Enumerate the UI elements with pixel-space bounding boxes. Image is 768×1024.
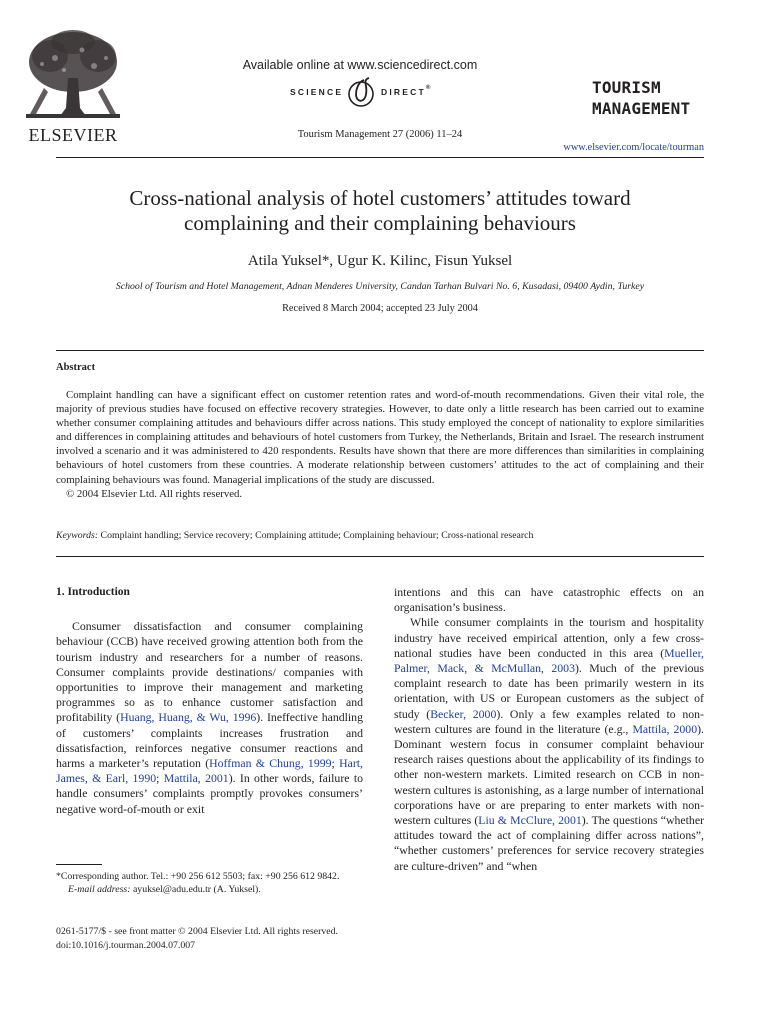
intro-paragraph-2: [394, 615, 704, 873]
sciencedirect-logo: [248, 76, 508, 112]
author-affiliation: School of Tourism and Hotel Management, Adnan Menderes University, Candan Tarhan Bulvari No. 6, Kusadasi, 09400 Aydin, Turkey: [115, 281, 645, 292]
keywords-label: Keywords:: [56, 530, 99, 541]
journal-name-line1: TOURISM: [592, 78, 661, 97]
text-run: ). Ineffective handling of customers’ complaints increases frustration and dissatisfaction, reinforces negative consumer reactions and harms a marketer’s reputation (: [56, 710, 363, 771]
available-online-text: Available online at www.sciencedirect.com: [242, 58, 478, 72]
citation-link[interactable]: Mattila, 2000: [632, 721, 698, 736]
elsevier-logo: [20, 28, 130, 146]
journal-name: [592, 77, 710, 119]
left-column: [56, 585, 363, 817]
text-run: ). In other words, failure to handle consumers’ complaints promptly provokes consumers’ negative word-of-mouth or exit: [56, 771, 363, 816]
section-heading: 1. Introduction: [56, 586, 130, 598]
intro-paragraph-continued: intentions and this can have catastrophic effects on an organisation’s business.: [394, 585, 704, 615]
citation-link[interactable]: Hoffman & Chung, 1999: [209, 756, 332, 771]
abstract-copyright: © 2004 Elsevier Ltd. All rights reserved.: [66, 487, 243, 500]
citation-link[interactable]: Liu & McClure, 2001: [478, 813, 582, 828]
doi-line[interactable]: doi:10.1016/j.tourman.2004.07.007: [56, 939, 196, 951]
registered-mark: ®: [426, 85, 431, 91]
journal-name-line2: MANAGEMENT: [592, 99, 691, 118]
front-matter-line: 0261-5177/$ - see front matter © 2004 Elsevier Ltd. All rights reserved.: [56, 926, 338, 937]
text-run: ). Dominant western focus in consumer complaint behaviour research raises questions about the applicability of its findings to other non-western markets. Limited research on CCB in non-western cultures is astonishing, as a large number of international corporations have or are preparing to enter markets with non-western cultures (: [394, 721, 704, 828]
corresponding-author-footnote: [56, 870, 363, 896]
citation-link[interactable]: Mueller, Palmer, Mack, & McMullan, 2003: [394, 645, 704, 676]
citation-link[interactable]: Mattila, 2001: [163, 771, 229, 786]
elsevier-tree-icon: [20, 28, 126, 124]
journal-url-link[interactable]: www.elsevier.com/locate/tourman: [563, 142, 704, 153]
abstract-paragraph: Complaint handling can have a significant effect on customer retention rates and word-of-mouth recommendations. Given their vital role, the majority of previous studies have focused on effective recovery strategies. However, to date only a little research has been carried out to examine whether consumer complaining attitudes and behaviours differ across nations. This study employed the concept of nationality to explore similarities and differences in complaining attitudes and behaviours of hotel customers from Turkey, the Netherlands, Britain and Israel. The research instrument involved a scenario and it was administered to 420 respondents. Results have shown that there are more differences than similarities in complaining behaviours of hotel customers from these countries. A moderate relationship between customers’ attitudes to the act of complaining and their complaining behaviours was found. Managerial implications of the study are discussed.: [56, 389, 704, 486]
citation-link[interactable]: Becker, 2000: [430, 706, 497, 721]
abstract-divider-top: [56, 350, 704, 351]
header-divider: [56, 157, 704, 158]
publisher-wordmark: ELSEVIER: [28, 125, 118, 145]
author-list: [56, 253, 704, 270]
citation-link[interactable]: Hart, James, & Earl, 1990: [56, 756, 363, 786]
text-run: ). The questions “whether attitudes toward the act of complaining differ across nations”, “whether customers’ preferences for service recovery strategies are culture-driven” and “when: [394, 813, 704, 873]
email-label: E-mail address:: [68, 884, 131, 895]
text-run: ). Much of the previous complaint research to date has been primarily western in its orientation, with US or European customers as the subject of study (: [394, 661, 704, 721]
page-footer: [56, 925, 396, 952]
sd-right-word: DIRECT: [381, 87, 426, 97]
coauthors: , Ugur K. Kilinc, Fisun Yuksel: [329, 253, 513, 269]
journal-citation: Tourism Management 27 (2006) 11–24: [297, 129, 463, 140]
title-line2: complaining and their complaining behaviours: [184, 211, 576, 235]
keywords: [56, 530, 704, 541]
text-run: Consumer dissatisfaction and consumer complaining behaviour (CCB) have received growing attention both from the tourism industry and researchers for a number of reasons. Consumer complaints provide destinations/ companies with opportunities to improve their management and marketing programmes so as to enhance customer satisfaction and profitability (: [56, 619, 363, 725]
sciencedirect-d-icon: [344, 76, 378, 110]
title-line1: Cross-national analysis of hotel customers’ attitudes toward: [129, 186, 631, 210]
abstract-heading: Abstract: [56, 362, 96, 373]
abstract-divider-bottom: [56, 556, 704, 557]
text-run: ;: [331, 756, 340, 771]
text-run: ). Only a few examples related to non-western cultures are found in the literature (e.g.,: [394, 706, 704, 736]
footnote-email: [56, 883, 363, 896]
first-author[interactable]: Atila Yuksel: [247, 253, 322, 269]
citation-link[interactable]: Huang, Huang, & Wu, 1996: [120, 710, 257, 725]
received-dates: Received 8 March 2004; accepted 23 July 2004: [282, 303, 478, 314]
article-title: [56, 186, 704, 236]
text-run: ;: [156, 771, 164, 786]
sd-left-word: SCIENCE: [290, 87, 344, 97]
keywords-list: Complaint handling; Service recovery; Complaining attitude; Complaining behaviour; Cross-national research: [98, 530, 534, 541]
footnote-contact: *Corresponding author. Tel.: +90 256 612 5503; fax: +90 256 612 9842.: [56, 871, 340, 882]
text-run: While consumer complaints in the tourism and hospitality industry have received empirical attention, only a few cross-national studies have been conducted in this area (: [394, 615, 704, 660]
abstract-body: [56, 388, 704, 501]
corresponding-author-mark[interactable]: *: [321, 253, 330, 269]
footnote-divider: [56, 864, 102, 865]
right-column: [394, 585, 704, 874]
email-value[interactable]: ayuksel@adu.edu.tr (A. Yuksel).: [130, 884, 261, 895]
intro-paragraph-1: [56, 619, 363, 817]
